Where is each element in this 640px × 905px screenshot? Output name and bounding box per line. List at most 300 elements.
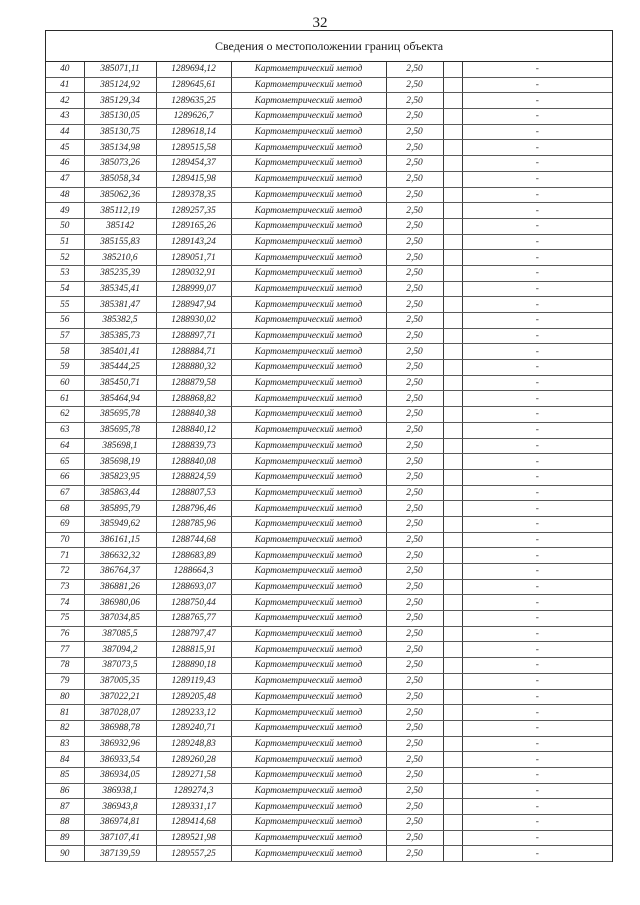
x-coordinate-cell: 385155,83 <box>84 234 156 250</box>
point-number-cell: 53 <box>46 265 84 281</box>
x-coordinate-cell: 385695,78 <box>84 422 156 438</box>
method-cell: Картометрический метод <box>231 611 386 627</box>
accuracy-cell: 2,50 <box>386 203 443 219</box>
y-coordinate-cell: 1288880,32 <box>156 360 231 376</box>
table-row <box>46 799 612 815</box>
table-row <box>46 344 612 360</box>
y-coordinate-cell: 1289694,12 <box>156 62 231 77</box>
accuracy-cell: 2,50 <box>386 422 443 438</box>
accuracy-cell: 2,50 <box>386 407 443 423</box>
table-row <box>46 203 612 219</box>
x-coordinate-cell: 385058,34 <box>84 171 156 187</box>
reference-cell <box>443 297 462 313</box>
x-coordinate-cell: 385385,73 <box>84 328 156 344</box>
page-number: 32 <box>312 15 328 31</box>
table-row <box>46 485 612 501</box>
point-number-cell: 45 <box>46 140 84 156</box>
x-coordinate-cell: 385464,94 <box>84 391 156 407</box>
method-cell: Картометрический метод <box>231 595 386 611</box>
x-coordinate-cell: 387085,5 <box>84 626 156 642</box>
accuracy-cell: 2,50 <box>386 611 443 627</box>
point-number-cell: 75 <box>46 611 84 627</box>
method-cell: Картометрический метод <box>231 799 386 815</box>
x-coordinate-cell: 387139,59 <box>84 846 156 862</box>
method-cell: Картометрический метод <box>231 720 386 736</box>
point-number-cell: 69 <box>46 516 84 532</box>
y-coordinate-cell: 1289260,28 <box>156 752 231 768</box>
y-coordinate-cell: 1289515,58 <box>156 140 231 156</box>
point-number-cell: 40 <box>46 62 84 77</box>
method-cell: Картометрический метод <box>231 454 386 470</box>
point-number-cell: 56 <box>46 313 84 329</box>
note-cell: - <box>462 407 612 423</box>
table-row <box>46 93 612 109</box>
coordinates-table <box>46 62 612 862</box>
y-coordinate-cell: 1288840,12 <box>156 422 231 438</box>
y-coordinate-cell: 1288693,07 <box>156 579 231 595</box>
note-cell: - <box>462 752 612 768</box>
y-coordinate-cell: 1288840,38 <box>156 407 231 423</box>
accuracy-cell: 2,50 <box>386 313 443 329</box>
table-row <box>46 156 612 172</box>
note-cell: - <box>462 658 612 674</box>
note-cell: - <box>462 93 612 109</box>
reference-cell <box>443 658 462 674</box>
point-number-cell: 49 <box>46 203 84 219</box>
accuracy-cell: 2,50 <box>386 485 443 501</box>
reference-cell <box>443 564 462 580</box>
y-coordinate-cell: 1289626,7 <box>156 109 231 125</box>
note-cell: - <box>462 705 612 721</box>
method-cell: Картометрический метод <box>231 297 386 313</box>
x-coordinate-cell: 385381,47 <box>84 297 156 313</box>
method-cell: Картометрический метод <box>231 673 386 689</box>
reference-cell <box>443 516 462 532</box>
x-coordinate-cell: 385823,95 <box>84 469 156 485</box>
note-cell: - <box>462 171 612 187</box>
method-cell: Картометрический метод <box>231 391 386 407</box>
y-coordinate-cell: 1288796,46 <box>156 501 231 517</box>
method-cell: Картометрический метод <box>231 752 386 768</box>
point-number-cell: 77 <box>46 642 84 658</box>
y-coordinate-cell: 1289051,71 <box>156 250 231 266</box>
table-row <box>46 407 612 423</box>
point-number-cell: 54 <box>46 281 84 297</box>
table-row <box>46 658 612 674</box>
note-cell: - <box>462 265 612 281</box>
x-coordinate-cell: 387022,21 <box>84 689 156 705</box>
y-coordinate-cell: 1289032,91 <box>156 265 231 281</box>
point-number-cell: 52 <box>46 250 84 266</box>
method-cell: Картометрический метод <box>231 736 386 752</box>
y-coordinate-cell: 1288879,58 <box>156 375 231 391</box>
accuracy-cell: 2,50 <box>386 93 443 109</box>
reference-cell <box>443 438 462 454</box>
accuracy-cell: 2,50 <box>386 752 443 768</box>
point-number-cell: 63 <box>46 422 84 438</box>
y-coordinate-cell: 1288884,71 <box>156 344 231 360</box>
point-number-cell: 47 <box>46 171 84 187</box>
accuracy-cell: 2,50 <box>386 736 443 752</box>
method-cell: Картометрический метод <box>231 328 386 344</box>
reference-cell <box>443 611 462 627</box>
method-cell: Картометрический метод <box>231 109 386 125</box>
note-cell: - <box>462 140 612 156</box>
table-row <box>46 297 612 313</box>
reference-cell <box>443 799 462 815</box>
table-row <box>46 77 612 93</box>
point-number-cell: 50 <box>46 218 84 234</box>
table-row <box>46 250 612 266</box>
y-coordinate-cell: 1289119,43 <box>156 673 231 689</box>
method-cell: Картометрический метод <box>231 313 386 329</box>
method-cell: Картометрический метод <box>231 548 386 564</box>
table-row <box>46 62 612 77</box>
note-cell: - <box>462 422 612 438</box>
reference-cell <box>443 595 462 611</box>
method-cell: Картометрический метод <box>231 516 386 532</box>
table-row <box>46 752 612 768</box>
table-row <box>46 422 612 438</box>
y-coordinate-cell: 1288765,77 <box>156 611 231 627</box>
note-cell: - <box>462 454 612 470</box>
point-number-cell: 58 <box>46 344 84 360</box>
point-number-cell: 83 <box>46 736 84 752</box>
accuracy-cell: 2,50 <box>386 564 443 580</box>
point-number-cell: 67 <box>46 485 84 501</box>
y-coordinate-cell: 1288807,53 <box>156 485 231 501</box>
y-coordinate-cell: 1288930,02 <box>156 313 231 329</box>
y-coordinate-cell: 1289274,3 <box>156 783 231 799</box>
table-row <box>46 626 612 642</box>
y-coordinate-cell: 1288797,47 <box>156 626 231 642</box>
reference-cell <box>443 203 462 219</box>
reference-cell <box>443 767 462 783</box>
y-coordinate-cell: 1288840,08 <box>156 454 231 470</box>
point-number-cell: 57 <box>46 328 84 344</box>
point-number-cell: 64 <box>46 438 84 454</box>
point-number-cell: 88 <box>46 815 84 831</box>
method-cell: Картометрический метод <box>231 469 386 485</box>
table-row <box>46 767 612 783</box>
reference-cell <box>443 109 462 125</box>
x-coordinate-cell: 385345,41 <box>84 281 156 297</box>
note-cell: - <box>462 611 612 627</box>
note-cell: - <box>462 218 612 234</box>
y-coordinate-cell: 1289331,17 <box>156 799 231 815</box>
y-coordinate-cell: 1288890,18 <box>156 658 231 674</box>
note-cell: - <box>462 360 612 376</box>
reference-cell <box>443 360 462 376</box>
method-cell: Картометрический метод <box>231 234 386 250</box>
note-cell: - <box>462 313 612 329</box>
x-coordinate-cell: 386980,06 <box>84 595 156 611</box>
reference-cell <box>443 783 462 799</box>
y-coordinate-cell: 1288999,07 <box>156 281 231 297</box>
reference-cell <box>443 752 462 768</box>
method-cell: Картометрический метод <box>231 767 386 783</box>
note-cell: - <box>462 720 612 736</box>
accuracy-cell: 2,50 <box>386 799 443 815</box>
y-coordinate-cell: 1288824,59 <box>156 469 231 485</box>
reference-cell <box>443 736 462 752</box>
x-coordinate-cell: 385698,19 <box>84 454 156 470</box>
point-number-cell: 81 <box>46 705 84 721</box>
note-cell: - <box>462 375 612 391</box>
accuracy-cell: 2,50 <box>386 171 443 187</box>
table-row <box>46 815 612 831</box>
note-cell: - <box>462 62 612 77</box>
method-cell: Картометрический метод <box>231 218 386 234</box>
y-coordinate-cell: 1288868,82 <box>156 391 231 407</box>
x-coordinate-cell: 385382,5 <box>84 313 156 329</box>
note-cell: - <box>462 642 612 658</box>
accuracy-cell: 2,50 <box>386 234 443 250</box>
point-number-cell: 51 <box>46 234 84 250</box>
table-row <box>46 736 612 752</box>
x-coordinate-cell: 387073,5 <box>84 658 156 674</box>
accuracy-cell: 2,50 <box>386 673 443 689</box>
x-coordinate-cell: 385130,75 <box>84 124 156 140</box>
table-row <box>46 234 612 250</box>
boundary-table-sheet <box>45 30 613 862</box>
x-coordinate-cell: 385235,39 <box>84 265 156 281</box>
reference-cell <box>443 187 462 203</box>
point-number-cell: 72 <box>46 564 84 580</box>
point-number-cell: 73 <box>46 579 84 595</box>
note-cell: - <box>462 234 612 250</box>
y-coordinate-cell: 1288683,89 <box>156 548 231 564</box>
table-row <box>46 328 612 344</box>
method-cell: Картометрический метод <box>231 579 386 595</box>
y-coordinate-cell: 1288815,91 <box>156 642 231 658</box>
reference-cell <box>443 391 462 407</box>
y-coordinate-cell: 1289415,98 <box>156 171 231 187</box>
reference-cell <box>443 846 462 862</box>
method-cell: Картометрический метод <box>231 564 386 580</box>
method-cell: Картометрический метод <box>231 815 386 831</box>
table-row <box>46 438 612 454</box>
y-coordinate-cell: 1289257,35 <box>156 203 231 219</box>
method-cell: Картометрический метод <box>231 846 386 862</box>
accuracy-cell: 2,50 <box>386 501 443 517</box>
reference-cell <box>443 344 462 360</box>
note-cell: - <box>462 501 612 517</box>
y-coordinate-cell: 1289378,35 <box>156 187 231 203</box>
note-cell: - <box>462 815 612 831</box>
table-row <box>46 673 612 689</box>
y-coordinate-cell: 1289618,14 <box>156 124 231 140</box>
x-coordinate-cell: 387034,85 <box>84 611 156 627</box>
method-cell: Картометрический метод <box>231 360 386 376</box>
table-row <box>46 171 612 187</box>
accuracy-cell: 2,50 <box>386 830 443 846</box>
table-title: Сведения о местоположении границ объекта <box>46 31 612 62</box>
reference-cell <box>443 579 462 595</box>
accuracy-cell: 2,50 <box>386 375 443 391</box>
note-cell: - <box>462 799 612 815</box>
table-row <box>46 281 612 297</box>
note-cell: - <box>462 595 612 611</box>
point-number-cell: 71 <box>46 548 84 564</box>
table-row <box>46 532 612 548</box>
y-coordinate-cell: 1289165,26 <box>156 218 231 234</box>
accuracy-cell: 2,50 <box>386 265 443 281</box>
point-number-cell: 62 <box>46 407 84 423</box>
table-row <box>46 783 612 799</box>
table-row <box>46 705 612 721</box>
reference-cell <box>443 815 462 831</box>
method-cell: Картометрический метод <box>231 485 386 501</box>
method-cell: Картометрический метод <box>231 642 386 658</box>
point-number-cell: 59 <box>46 360 84 376</box>
point-number-cell: 89 <box>46 830 84 846</box>
method-cell: Картометрический метод <box>231 438 386 454</box>
reference-cell <box>443 422 462 438</box>
point-number-cell: 60 <box>46 375 84 391</box>
x-coordinate-cell: 386881,26 <box>84 579 156 595</box>
accuracy-cell: 2,50 <box>386 783 443 799</box>
accuracy-cell: 2,50 <box>386 658 443 674</box>
reference-cell <box>443 407 462 423</box>
x-coordinate-cell: 386161,15 <box>84 532 156 548</box>
x-coordinate-cell: 385071,11 <box>84 62 156 77</box>
note-cell: - <box>462 564 612 580</box>
method-cell: Картометрический метод <box>231 783 386 799</box>
point-number-cell: 44 <box>46 124 84 140</box>
reference-cell <box>443 77 462 93</box>
accuracy-cell: 2,50 <box>386 328 443 344</box>
point-number-cell: 61 <box>46 391 84 407</box>
reference-cell <box>443 62 462 77</box>
x-coordinate-cell: 385210,6 <box>84 250 156 266</box>
x-coordinate-cell: 385698,1 <box>84 438 156 454</box>
accuracy-cell: 2,50 <box>386 579 443 595</box>
note-cell: - <box>462 156 612 172</box>
method-cell: Картометрический метод <box>231 187 386 203</box>
reference-cell <box>443 313 462 329</box>
table-row <box>46 124 612 140</box>
method-cell: Картометрический метод <box>231 203 386 219</box>
accuracy-cell: 2,50 <box>386 642 443 658</box>
reference-cell <box>443 454 462 470</box>
coordinates-table-body <box>46 62 612 862</box>
reference-cell <box>443 328 462 344</box>
x-coordinate-cell: 387107,41 <box>84 830 156 846</box>
y-coordinate-cell: 1289271,58 <box>156 767 231 783</box>
accuracy-cell: 2,50 <box>386 532 443 548</box>
x-coordinate-cell: 386938,1 <box>84 783 156 799</box>
note-cell: - <box>462 203 612 219</box>
point-number-cell: 65 <box>46 454 84 470</box>
method-cell: Картометрический метод <box>231 375 386 391</box>
table-row <box>46 313 612 329</box>
accuracy-cell: 2,50 <box>386 469 443 485</box>
accuracy-cell: 2,50 <box>386 109 443 125</box>
point-number-cell: 55 <box>46 297 84 313</box>
accuracy-cell: 2,50 <box>386 77 443 93</box>
point-number-cell: 41 <box>46 77 84 93</box>
reference-cell <box>443 281 462 297</box>
method-cell: Картометрический метод <box>231 422 386 438</box>
accuracy-cell: 2,50 <box>386 297 443 313</box>
x-coordinate-cell: 386933,54 <box>84 752 156 768</box>
y-coordinate-cell: 1288785,96 <box>156 516 231 532</box>
table-row <box>46 140 612 156</box>
table-row <box>46 830 612 846</box>
x-coordinate-cell: 386632,32 <box>84 548 156 564</box>
accuracy-cell: 2,50 <box>386 391 443 407</box>
table-row <box>46 720 612 736</box>
reference-cell <box>443 156 462 172</box>
point-number-cell: 70 <box>46 532 84 548</box>
accuracy-cell: 2,50 <box>386 438 443 454</box>
accuracy-cell: 2,50 <box>386 705 443 721</box>
table-row <box>46 375 612 391</box>
x-coordinate-cell: 385062,36 <box>84 187 156 203</box>
y-coordinate-cell: 1288750,44 <box>156 595 231 611</box>
accuracy-cell: 2,50 <box>386 62 443 77</box>
x-coordinate-cell: 385695,78 <box>84 407 156 423</box>
accuracy-cell: 2,50 <box>386 454 443 470</box>
method-cell: Картометрический метод <box>231 689 386 705</box>
accuracy-cell: 2,50 <box>386 250 443 266</box>
method-cell: Картометрический метод <box>231 501 386 517</box>
method-cell: Картометрический метод <box>231 407 386 423</box>
reference-cell <box>443 375 462 391</box>
method-cell: Картометрический метод <box>231 156 386 172</box>
accuracy-cell: 2,50 <box>386 281 443 297</box>
note-cell: - <box>462 469 612 485</box>
x-coordinate-cell: 385949,62 <box>84 516 156 532</box>
table-row <box>46 689 612 705</box>
accuracy-cell: 2,50 <box>386 124 443 140</box>
accuracy-cell: 2,50 <box>386 846 443 862</box>
note-cell: - <box>462 187 612 203</box>
reference-cell <box>443 720 462 736</box>
table-row <box>46 454 612 470</box>
accuracy-cell: 2,50 <box>386 626 443 642</box>
x-coordinate-cell: 385895,79 <box>84 501 156 517</box>
note-cell: - <box>462 626 612 642</box>
method-cell: Картометрический метод <box>231 830 386 846</box>
y-coordinate-cell: 1288744,68 <box>156 532 231 548</box>
y-coordinate-cell: 1289414,68 <box>156 815 231 831</box>
table-row <box>46 109 612 125</box>
point-number-cell: 76 <box>46 626 84 642</box>
y-coordinate-cell: 1288839,73 <box>156 438 231 454</box>
note-cell: - <box>462 689 612 705</box>
method-cell: Картометрический метод <box>231 77 386 93</box>
method-cell: Картометрический метод <box>231 532 386 548</box>
note-cell: - <box>462 548 612 564</box>
note-cell: - <box>462 736 612 752</box>
method-cell: Картометрический метод <box>231 171 386 187</box>
reference-cell <box>443 548 462 564</box>
note-cell: - <box>462 532 612 548</box>
point-number-cell: 48 <box>46 187 84 203</box>
accuracy-cell: 2,50 <box>386 187 443 203</box>
x-coordinate-cell: 386943,8 <box>84 799 156 815</box>
table-row <box>46 564 612 580</box>
table-row <box>46 391 612 407</box>
reference-cell <box>443 830 462 846</box>
accuracy-cell: 2,50 <box>386 218 443 234</box>
method-cell: Картометрический метод <box>231 626 386 642</box>
point-number-cell: 85 <box>46 767 84 783</box>
point-number-cell: 90 <box>46 846 84 862</box>
reference-cell <box>443 689 462 705</box>
